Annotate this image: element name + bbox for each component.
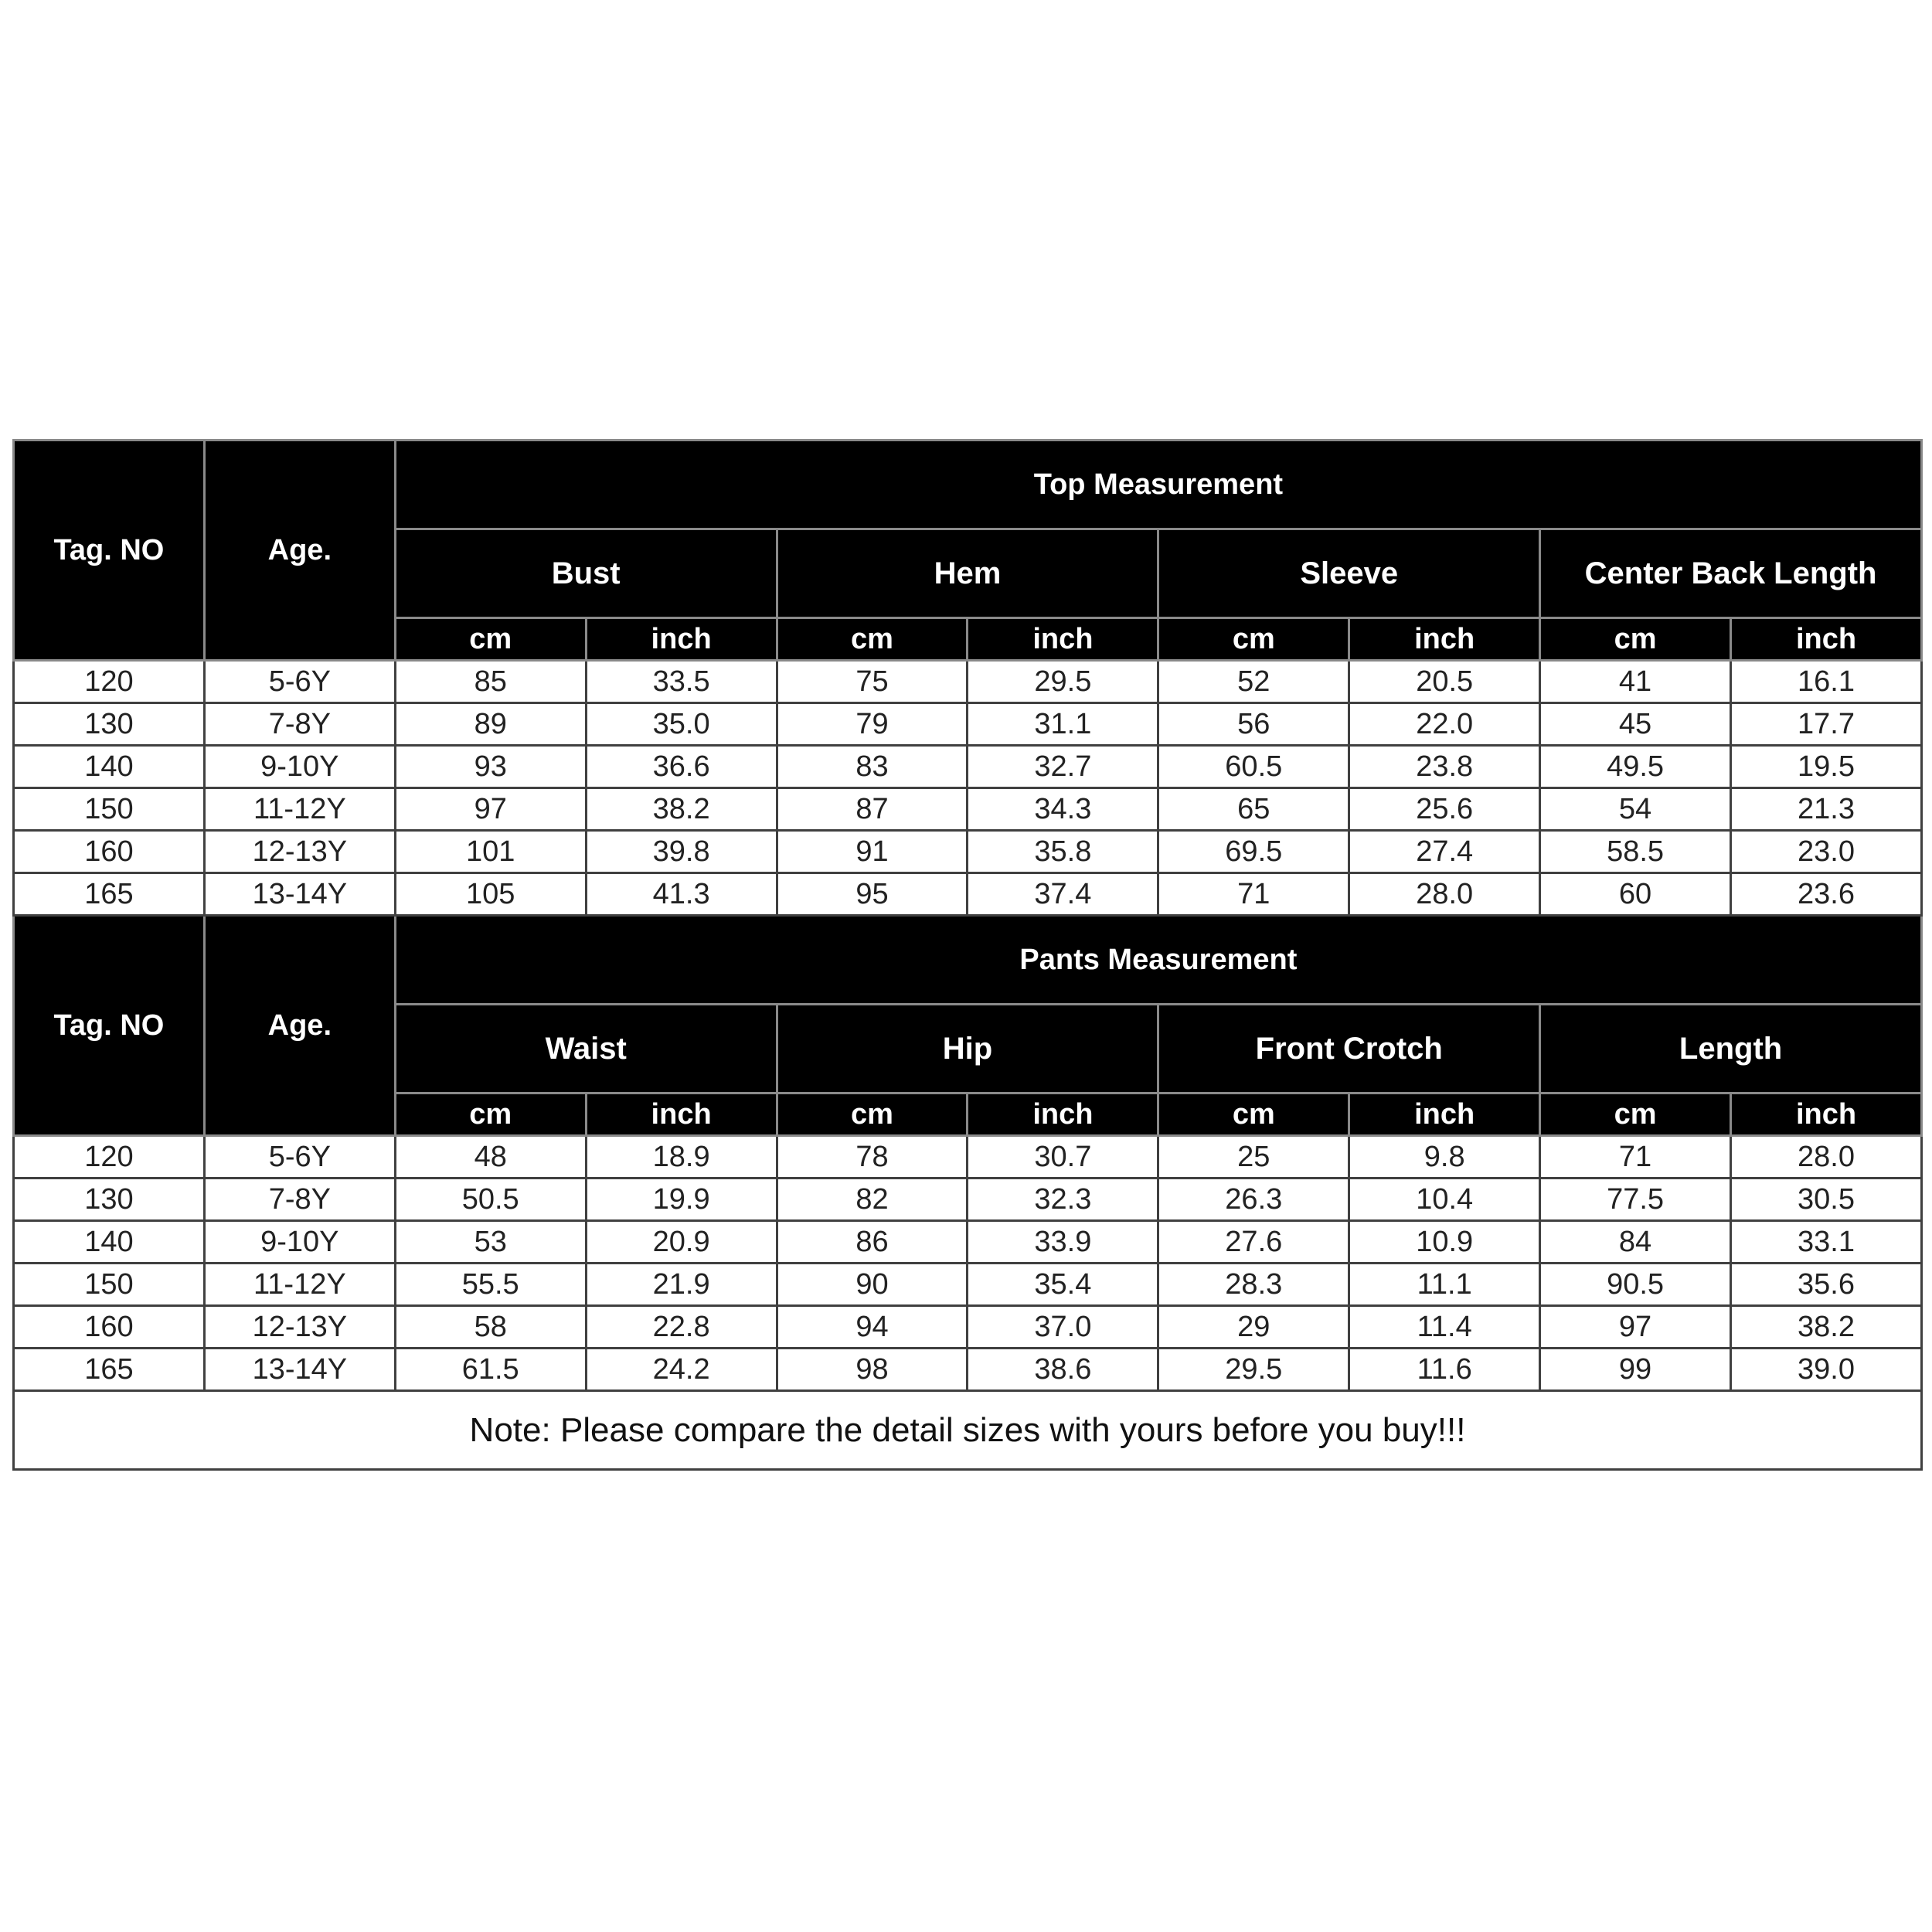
table-cell: 18.9 <box>586 1136 777 1179</box>
table-cell: 78 <box>777 1136 968 1179</box>
table-cell: 11.6 <box>1349 1349 1540 1391</box>
table-cell: 60.5 <box>1158 746 1349 788</box>
table-cell: 35.6 <box>1731 1264 1922 1306</box>
table-cell: 17.7 <box>1731 703 1922 746</box>
table-cell: 160 <box>14 831 205 873</box>
table-cell: 33.9 <box>968 1221 1158 1264</box>
table-cell: 9-10Y <box>204 746 395 788</box>
table-cell: 20.9 <box>586 1221 777 1264</box>
top-table-row <box>14 831 1922 873</box>
table-cell: 22.8 <box>586 1306 777 1349</box>
pants-unit-header: inch <box>1731 1094 1922 1136</box>
table-cell: 82 <box>777 1179 968 1221</box>
pants-group-header: Length <box>1540 1005 1922 1094</box>
table-cell: 23.8 <box>1349 746 1540 788</box>
size-chart-table <box>12 439 1923 1471</box>
table-cell: 98 <box>777 1349 968 1391</box>
table-cell: 79 <box>777 703 968 746</box>
table-cell: 32.3 <box>968 1179 1158 1221</box>
top-tag-no-header: Tag. NO <box>14 440 205 661</box>
table-cell: 101 <box>395 831 586 873</box>
table-cell: 19.5 <box>1731 746 1922 788</box>
top-age-header: Age. <box>204 440 395 661</box>
top-table-row <box>14 661 1922 703</box>
table-cell: 35.8 <box>968 831 1158 873</box>
table-cell: 54 <box>1540 788 1731 831</box>
table-cell: 30.7 <box>968 1136 1158 1179</box>
top-title-row <box>14 440 1922 529</box>
top-unit-header: inch <box>968 618 1158 661</box>
pants-unit-header: cm <box>777 1094 968 1136</box>
table-cell: 49.5 <box>1540 746 1731 788</box>
table-cell: 33.5 <box>586 661 777 703</box>
pants-measurement-title: Pants Measurement <box>395 916 1921 1005</box>
table-cell: 26.3 <box>1158 1179 1349 1221</box>
table-cell: 11-12Y <box>204 1264 395 1306</box>
table-cell: 29 <box>1158 1306 1349 1349</box>
table-cell: 58.5 <box>1540 831 1731 873</box>
table-cell: 38.2 <box>1731 1306 1922 1349</box>
top-unit-header: cm <box>1540 618 1731 661</box>
table-cell: 11.1 <box>1349 1264 1540 1306</box>
table-cell: 22.0 <box>1349 703 1540 746</box>
table-cell: 71 <box>1158 873 1349 916</box>
table-cell: 28.3 <box>1158 1264 1349 1306</box>
table-cell: 7-8Y <box>204 703 395 746</box>
table-cell: 31.1 <box>968 703 1158 746</box>
table-cell: 50.5 <box>395 1179 586 1221</box>
pants-tag-no-header: Tag. NO <box>14 916 205 1136</box>
pants-unit-header: inch <box>1349 1094 1540 1136</box>
table-cell: 99 <box>1540 1349 1731 1391</box>
pants-table-row <box>14 1264 1922 1306</box>
top-unit-header: inch <box>586 618 777 661</box>
top-unit-header: cm <box>395 618 586 661</box>
top-unit-header: cm <box>1158 618 1349 661</box>
table-cell: 10.9 <box>1349 1221 1540 1264</box>
pants-table-row <box>14 1136 1922 1179</box>
table-cell: 29.5 <box>968 661 1158 703</box>
table-cell: 85 <box>395 661 586 703</box>
table-cell: 86 <box>777 1221 968 1264</box>
table-cell: 24.2 <box>586 1349 777 1391</box>
table-cell: 32.7 <box>968 746 1158 788</box>
top-unit-header: inch <box>1349 618 1540 661</box>
table-cell: 91 <box>777 831 968 873</box>
table-cell: 28.0 <box>1349 873 1540 916</box>
table-cell: 11-12Y <box>204 788 395 831</box>
table-cell: 23.0 <box>1731 831 1922 873</box>
table-cell: 13-14Y <box>204 873 395 916</box>
pants-unit-header: inch <box>586 1094 777 1136</box>
table-cell: 25.6 <box>1349 788 1540 831</box>
pants-table-row <box>14 1179 1922 1221</box>
table-cell: 71 <box>1540 1136 1731 1179</box>
table-cell: 45 <box>1540 703 1731 746</box>
table-cell: 5-6Y <box>204 661 395 703</box>
pants-group-header: Hip <box>777 1005 1158 1094</box>
top-group-header: Hem <box>777 529 1158 618</box>
table-cell: 95 <box>777 873 968 916</box>
pants-unit-header: inch <box>968 1094 1158 1136</box>
pants-table-row <box>14 1349 1922 1391</box>
table-cell: 58 <box>395 1306 586 1349</box>
top-group-header: Bust <box>395 529 777 618</box>
table-cell: 30.5 <box>1731 1179 1922 1221</box>
table-cell: 87 <box>777 788 968 831</box>
table-cell: 12-13Y <box>204 1306 395 1349</box>
pants-group-header: Waist <box>395 1005 777 1094</box>
table-cell: 35.0 <box>586 703 777 746</box>
table-cell: 12-13Y <box>204 831 395 873</box>
top-table-row <box>14 873 1922 916</box>
table-cell: 97 <box>395 788 586 831</box>
table-cell: 41.3 <box>586 873 777 916</box>
table-cell: 61.5 <box>395 1349 586 1391</box>
table-cell: 7-8Y <box>204 1179 395 1221</box>
table-cell: 37.4 <box>968 873 1158 916</box>
table-cell: 65 <box>1158 788 1349 831</box>
note-row <box>14 1391 1922 1470</box>
pants-unit-header: cm <box>395 1094 586 1136</box>
table-cell: 28.0 <box>1731 1136 1922 1179</box>
table-cell: 93 <box>395 746 586 788</box>
table-cell: 140 <box>14 1221 205 1264</box>
top-group-header: Center Back Length <box>1540 529 1922 618</box>
table-cell: 9.8 <box>1349 1136 1540 1179</box>
table-cell: 130 <box>14 1179 205 1221</box>
table-cell: 75 <box>777 661 968 703</box>
table-cell: 53 <box>395 1221 586 1264</box>
pants-group-header: Front Crotch <box>1158 1005 1540 1094</box>
table-cell: 23.6 <box>1731 873 1922 916</box>
table-cell: 25 <box>1158 1136 1349 1179</box>
table-cell: 97 <box>1540 1306 1731 1349</box>
table-cell: 77.5 <box>1540 1179 1731 1221</box>
pants-unit-header: cm <box>1540 1094 1731 1136</box>
table-cell: 48 <box>395 1136 586 1179</box>
pants-table-row <box>14 1306 1922 1349</box>
table-cell: 11.4 <box>1349 1306 1540 1349</box>
table-cell: 20.5 <box>1349 661 1540 703</box>
pants-title-row <box>14 916 1922 1005</box>
table-cell: 13-14Y <box>204 1349 395 1391</box>
table-cell: 60 <box>1540 873 1731 916</box>
table-cell: 27.6 <box>1158 1221 1349 1264</box>
table-cell: 9-10Y <box>204 1221 395 1264</box>
table-cell: 94 <box>777 1306 968 1349</box>
table-cell: 21.3 <box>1731 788 1922 831</box>
table-cell: 120 <box>14 661 205 703</box>
table-cell: 33.1 <box>1731 1221 1922 1264</box>
table-cell: 90 <box>777 1264 968 1306</box>
pants-table-row <box>14 1221 1922 1264</box>
table-cell: 160 <box>14 1306 205 1349</box>
table-cell: 55.5 <box>395 1264 586 1306</box>
table-cell: 52 <box>1158 661 1349 703</box>
table-cell: 38.6 <box>968 1349 1158 1391</box>
table-cell: 150 <box>14 1264 205 1306</box>
table-cell: 41 <box>1540 661 1731 703</box>
table-cell: 56 <box>1158 703 1349 746</box>
table-cell: 130 <box>14 703 205 746</box>
table-cell: 10.4 <box>1349 1179 1540 1221</box>
table-cell: 38.2 <box>586 788 777 831</box>
table-cell: 36.6 <box>586 746 777 788</box>
table-cell: 105 <box>395 873 586 916</box>
table-cell: 140 <box>14 746 205 788</box>
table-cell: 27.4 <box>1349 831 1540 873</box>
table-cell: 29.5 <box>1158 1349 1349 1391</box>
table-cell: 16.1 <box>1731 661 1922 703</box>
table-cell: 69.5 <box>1158 831 1349 873</box>
table-cell: 90.5 <box>1540 1264 1731 1306</box>
table-cell: 34.3 <box>968 788 1158 831</box>
table-cell: 21.9 <box>586 1264 777 1306</box>
table-cell: 150 <box>14 788 205 831</box>
table-cell: 165 <box>14 873 205 916</box>
pants-unit-header: cm <box>1158 1094 1349 1136</box>
top-unit-header: inch <box>1731 618 1922 661</box>
table-cell: 39.0 <box>1731 1349 1922 1391</box>
size-note: Note: Please compare the detail sizes with yours before you buy!!! <box>14 1391 1922 1470</box>
top-table-row <box>14 703 1922 746</box>
top-measurement-title: Top Measurement <box>395 440 1921 529</box>
table-cell: 39.8 <box>586 831 777 873</box>
table-cell: 83 <box>777 746 968 788</box>
pants-age-header: Age. <box>204 916 395 1136</box>
top-table-row <box>14 788 1922 831</box>
table-cell: 89 <box>395 703 586 746</box>
table-cell: 165 <box>14 1349 205 1391</box>
table-cell: 35.4 <box>968 1264 1158 1306</box>
table-cell: 120 <box>14 1136 205 1179</box>
top-unit-header: cm <box>777 618 968 661</box>
top-group-header: Sleeve <box>1158 529 1540 618</box>
table-cell: 19.9 <box>586 1179 777 1221</box>
table-cell: 5-6Y <box>204 1136 395 1179</box>
top-table-row <box>14 746 1922 788</box>
table-cell: 37.0 <box>968 1306 1158 1349</box>
table-cell: 84 <box>1540 1221 1731 1264</box>
